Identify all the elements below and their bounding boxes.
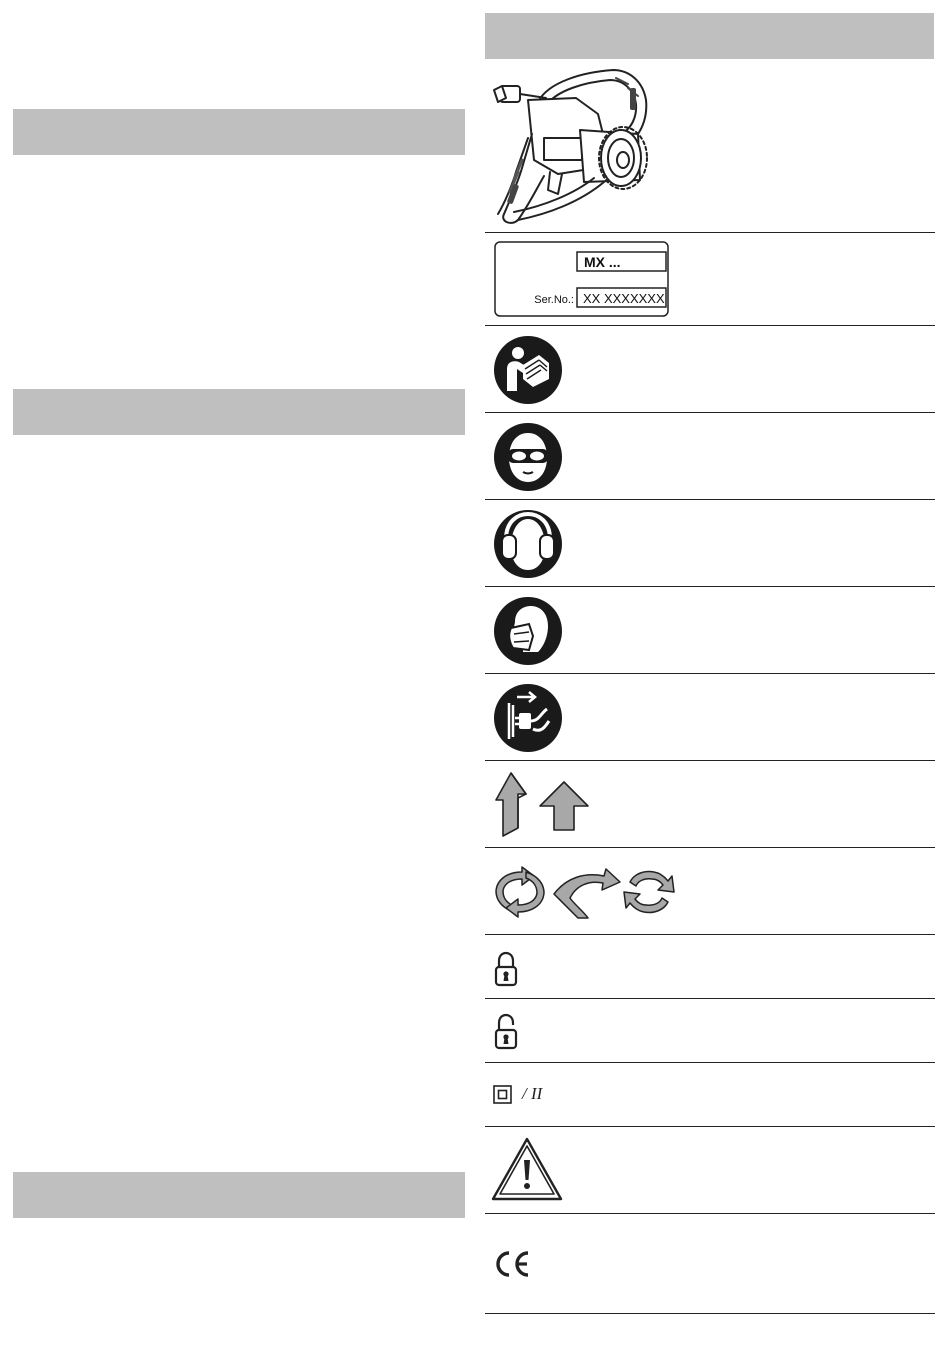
row-divider [485, 1126, 935, 1127]
section-header-3 [13, 1172, 465, 1218]
row-divider [485, 934, 935, 935]
read-instructions-icon [493, 335, 563, 405]
rating-plate [494, 241, 669, 317]
unplug-mains-icon [493, 683, 563, 753]
upward-arrows-icon [492, 770, 592, 838]
row-divider [485, 325, 935, 326]
protection-class-label: / II [522, 1084, 543, 1103]
rating-plate-serial-value: XX XXXXXXX [583, 291, 665, 306]
ear-protection-icon [493, 509, 563, 579]
row-divider [485, 412, 935, 413]
ce-mark-icon [494, 1250, 532, 1278]
row-divider [485, 847, 935, 848]
row-divider [485, 1062, 935, 1063]
row-divider [485, 232, 935, 233]
protection-class-icon [493, 1084, 573, 1106]
row-divider [485, 586, 935, 587]
row-divider [485, 1213, 935, 1214]
section-header-1 [13, 109, 465, 155]
rating-plate-serial-label: Ser.No.: [534, 294, 574, 306]
row-divider [485, 1313, 935, 1314]
rating-plate-model: MX ... [584, 254, 621, 270]
lock-open-icon [494, 1012, 522, 1050]
warning-triangle-icon [491, 1136, 563, 1202]
row-divider [485, 673, 935, 674]
row-divider [485, 998, 935, 999]
row-divider [485, 760, 935, 761]
eye-protection-icon [493, 422, 563, 492]
symbol-table-header [485, 13, 934, 59]
lock-closed-icon [494, 951, 518, 987]
tool-illustration [488, 64, 653, 228]
row-divider [485, 499, 935, 500]
section-header-2 [13, 389, 465, 435]
rotation-arrows-icon [492, 864, 676, 920]
respiratory-protection-icon [493, 596, 563, 666]
